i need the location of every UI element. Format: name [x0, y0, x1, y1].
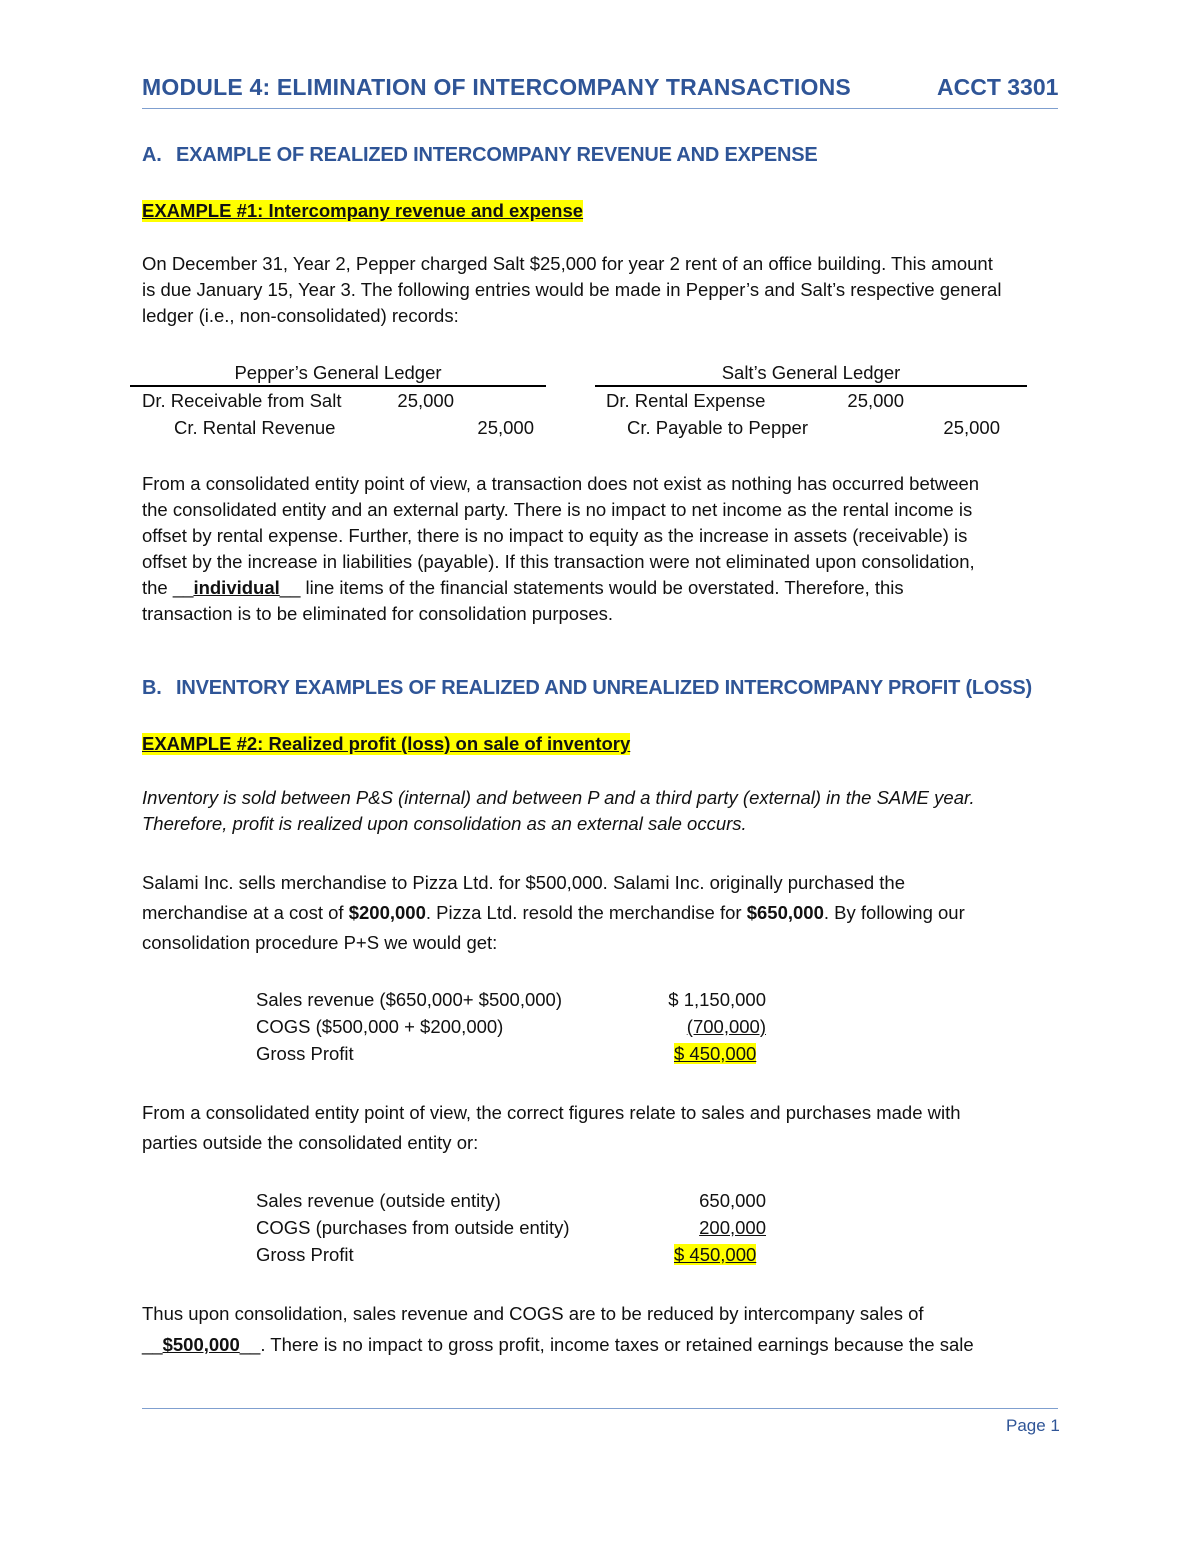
consolidated-line: parties outside the consolidated entity or: [142, 1132, 479, 1153]
table1-row-value: $ 1,150,000 [668, 989, 766, 1010]
section-b-title: INVENTORY EXAMPLES OF REALIZED AND UNREALIZED INTERCOMPANY PROFIT (LOSS) [176, 677, 1033, 699]
salt-dr-account: Dr. Rental Expense [606, 390, 766, 411]
italic-line: Inventory is sold between P&S (internal) and between P and a third party (external) in the SAME year. [142, 787, 975, 808]
pepper-ledger-title: Pepper’s General Ledger [234, 362, 442, 383]
page-number: Page 1 [1006, 1416, 1060, 1435]
explanation-line-blank: the __individual__ line items of the financial statements would be overstated. Therefore, this [142, 577, 904, 598]
salt-ledger-title: Salt’s General Ledger [721, 362, 901, 383]
salt-dr-amount: 25,000 [847, 390, 904, 411]
thus-line: Thus upon consolidation, sales revenue and COGS are to be reduced by intercompany sales of [142, 1303, 924, 1324]
section-a-letter: A. [142, 144, 162, 166]
salt-cr-amount: 25,000 [943, 417, 1000, 438]
example-2-italic-note [142, 785, 975, 837]
footer-rule [142, 1408, 1058, 1409]
salt-cr-account: Cr. Payable to Pepper [627, 417, 808, 438]
thus-paragraph [142, 1298, 974, 1360]
explanation-line: offset by the increase in liabilities (payable). If this transaction were not eliminated upon consolidation, [142, 551, 975, 572]
paragraph-line: ledger (i.e., non-consolidated) records: [142, 305, 459, 326]
table2-row-value: 200,000 [699, 1217, 766, 1238]
table1-row-label: Gross Profit [256, 1043, 354, 1064]
blank-answer-individual: individual [193, 577, 280, 598]
salami-line: consolidation procedure P+S we would get: [142, 932, 498, 953]
example-1-explanation [142, 471, 979, 627]
pepper-cr-amount: 25,000 [477, 417, 534, 438]
table1-row-value: (700,000) [686, 1016, 766, 1037]
table1-row-label: COGS ($500,000 + $200,000) [256, 1016, 504, 1037]
salt-ledger-rule [595, 385, 1027, 387]
explanation-line: the consolidated entity and an external party. There is no impact to net income as the rental income is [142, 499, 973, 520]
table2-row-value: 650,000 [699, 1190, 766, 1211]
consolidated-line: From a consolidated entity point of view, the correct figures relate to sales and purchases made with [142, 1102, 961, 1123]
blank-answer-amount: $500,000 [162, 1334, 240, 1355]
table2-row-label: Gross Profit [256, 1244, 354, 1265]
salami-line: merchandise at a cost of $200,000. Pizza Ltd. resold the merchandise for $650,000. By following our [142, 902, 965, 923]
table1-gross-profit-value: $ 450,000 [674, 1043, 757, 1064]
example-1-heading: EXAMPLE #1: Intercompany revenue and expense [142, 200, 584, 221]
salami-paragraph [142, 868, 965, 958]
italic-line: Therefore, profit is realized upon consolidation as an external sale occurs. [142, 813, 747, 834]
pepper-dr-amount: 25,000 [397, 390, 454, 411]
explanation-line: offset by rental expense. Further, there is no impact to equity as the increase in assets (receivable) is [142, 525, 968, 546]
course-code: ACCT 3301 [937, 74, 1059, 100]
paragraph-line: is due January 15, Year 3. The following entries would be made in Pepper’s and Salt’s respective general [142, 279, 1002, 300]
table1-row-label: Sales revenue ($650,000+ $500,000) [256, 989, 562, 1010]
example-2-heading: EXAMPLE #2: Realized profit (loss) on sale of inventory [142, 733, 631, 754]
paragraph-line: On December 31, Year 2, Pepper charged Salt $25,000 for year 2 rent of an office building. This amount [142, 253, 993, 274]
consolidated-paragraph [142, 1098, 961, 1158]
section-a-title: EXAMPLE OF REALIZED INTERCOMPANY REVENUE AND EXPENSE [176, 144, 818, 166]
section-b-heading [142, 677, 1032, 700]
table2-row-label: COGS (purchases from outside entity) [256, 1217, 570, 1238]
thus-line-blank: __$500,000__. There is no impact to gross profit, income taxes or retained earnings because the sale [142, 1334, 974, 1355]
salami-line: Salami Inc. sells merchandise to Pizza Ltd. for $500,000. Salami Inc. originally purchased the [142, 872, 906, 893]
explanation-line: transaction is to be eliminated for consolidation purposes. [142, 603, 613, 624]
section-b-letter: B. [142, 677, 162, 699]
header-rule [142, 108, 1058, 109]
example-1-paragraph [142, 251, 1001, 329]
table2-gross-profit-value: $ 450,000 [674, 1244, 757, 1265]
pepper-cr-account: Cr. Rental Revenue [174, 417, 336, 438]
table2-row-label: Sales revenue (outside entity) [256, 1190, 501, 1211]
explanation-line: From a consolidated entity point of view, a transaction does not exist as nothing has occurred between [142, 473, 980, 494]
pepper-dr-account: Dr. Receivable from Salt [142, 390, 342, 411]
document-title: MODULE 4: ELIMINATION OF INTERCOMPANY TRANSACTIONS [142, 74, 851, 100]
pepper-ledger-rule [130, 385, 546, 387]
section-a-heading [142, 144, 818, 167]
